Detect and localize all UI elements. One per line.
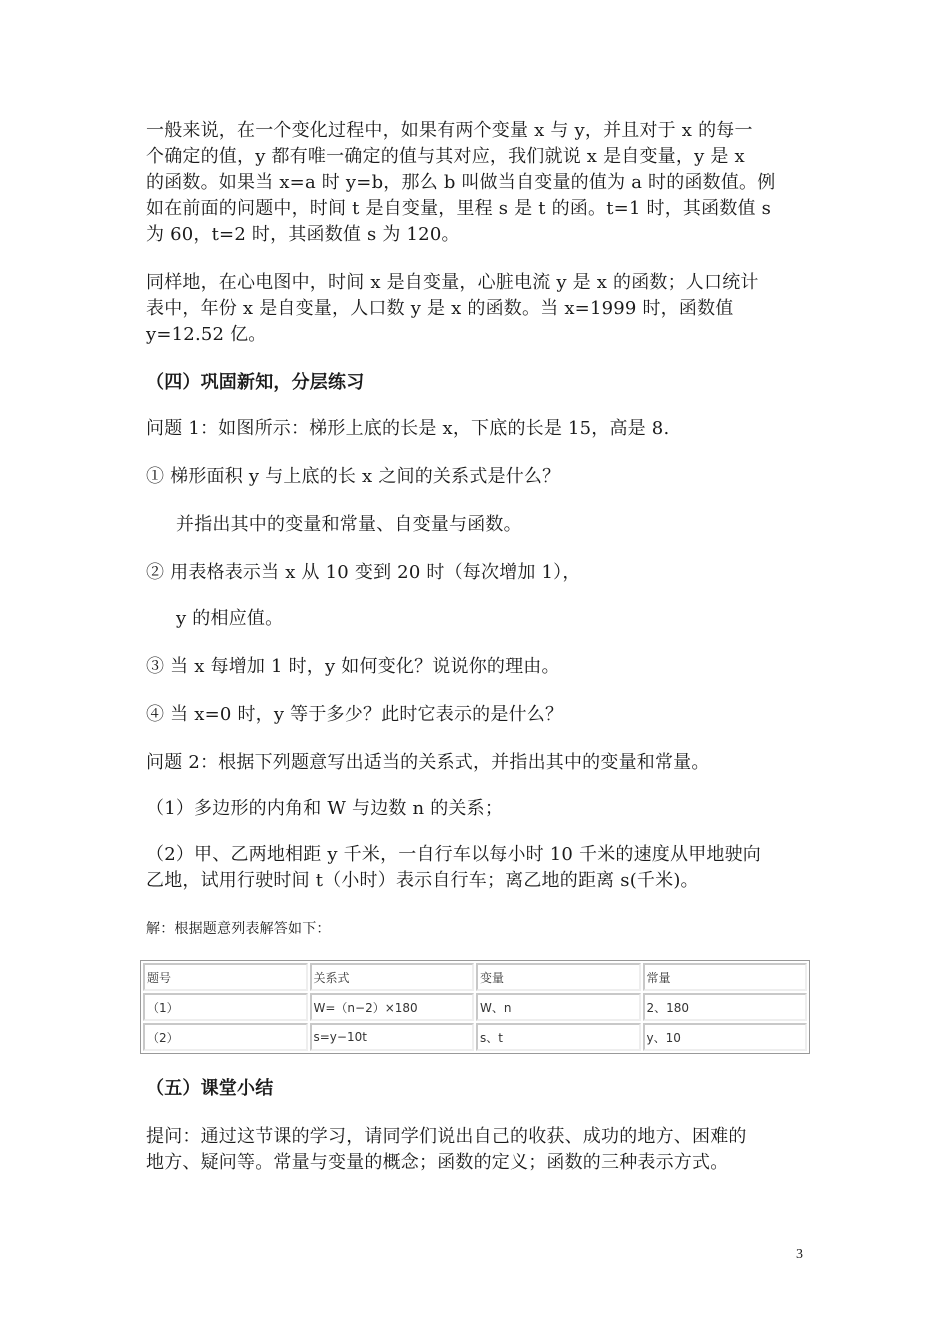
paragraph-examples — [146, 270, 810, 348]
table-header-cell: 变量 — [476, 963, 641, 991]
problem-1-part-1-cont: 并指出其中的变量和常量、自变量与函数。 — [176, 514, 522, 535]
text-line: 乙地，试用行驶时间 t（小时）表示自行车；离乙地的距离 s(千米)。 — [146, 870, 699, 891]
section-heading-5: （五）课堂小结 — [146, 1078, 274, 1099]
problem-1-part-2-cont: y 的相应值。 — [176, 608, 284, 629]
table-cell: W、n — [476, 993, 641, 1021]
text-line: 地方、疑问等。常量与变量的概念；函数的定义；函数的三种表示方式。 — [146, 1152, 729, 1173]
table-cell: 2、180 — [643, 993, 808, 1021]
table-cell: s=y−10t — [310, 1023, 475, 1051]
table-row — [143, 1023, 807, 1051]
problem-2-part-1: （1）多边形的内角和 W 与边数 n 的关系； — [146, 798, 504, 819]
section-heading-4: （四）巩固新知，分层练习 — [146, 372, 365, 393]
table-cell: （2） — [143, 1023, 308, 1051]
text-line: 的函数。如果当 x=a 时 y=b，那么 b 叫做当自变量的值为 a 时的函数值。例 — [146, 172, 776, 193]
text-line: 表中，年份 x 是自变量，人口数 y 是 x 的函数。当 x=1999 时，函数值 — [146, 298, 734, 319]
text-line: （2）甲、乙两地相距 y 千米，一自行车以每小时 10 千米的速度从甲地驶向 — [146, 844, 762, 865]
problem-1-part-4: ④ 当 x=0 时，y 等于多少？此时它表示的是什么？ — [146, 704, 564, 725]
table-cell: （1） — [143, 993, 308, 1021]
table-header-cell: 常量 — [643, 963, 808, 991]
problem-1: 问题 1：如图所示：梯形上底的长是 x，下底的长是 15，高是 8. — [146, 418, 670, 439]
table-row — [143, 993, 807, 1021]
table-cell: y、10 — [643, 1023, 808, 1051]
answer-table — [140, 960, 810, 1054]
problem-1-part-1: ① 梯形面积 y 与上底的长 x 之间的关系式是什么？ — [146, 466, 561, 487]
text-line: 为 60，t=2 时，其函数值 s 为 120。 — [146, 224, 460, 245]
problem-1-part-3: ③ 当 x 每增加 1 时，y 如何变化？说说你的理由。 — [146, 656, 560, 677]
problem-1-part-2: ② 用表格表示当 x 从 10 变到 20 时（每次增加 1）， — [146, 562, 581, 583]
paragraph-summary — [146, 1124, 810, 1176]
text-line: 提问：通过这节课的学习，请同学们说出自己的收获、成功的地方、困难的 — [146, 1126, 747, 1147]
text-line: 同样地，在心电图中，时间 x 是自变量，心脏电流 y 是 x 的函数；人口统计 — [146, 272, 759, 293]
table-header-row — [143, 963, 807, 991]
table-header-cell: 关系式 — [310, 963, 475, 991]
text-line: 个确定的值，y 都有唯一确定的值与其对应，我们就说 x 是自变量，y 是 x — [146, 146, 745, 167]
paragraph-function-definition — [146, 118, 810, 248]
problem-2-part-2 — [146, 842, 810, 894]
text-line: 如在前面的问题中，时间 t 是自变量，里程 s 是 t 的函。t=1 时，其函数值 s — [146, 198, 772, 219]
table-header-cell: 题号 — [143, 963, 308, 991]
table-cell: s、t — [476, 1023, 641, 1051]
text-line: 一般来说，在一个变化过程中，如果有两个变量 x 与 y，并且对于 x 的每一 — [146, 120, 753, 141]
page-number: 3 — [796, 1247, 803, 1262]
problem-2: 问题 2：根据下列题意写出适当的关系式，并指出其中的变量和常量。 — [146, 752, 710, 773]
solution-intro: 解：根据题意列表解答如下： — [146, 921, 331, 937]
text-line: y=12.52 亿。 — [146, 324, 267, 345]
table-cell: W=（n−2）×180 — [310, 993, 475, 1021]
